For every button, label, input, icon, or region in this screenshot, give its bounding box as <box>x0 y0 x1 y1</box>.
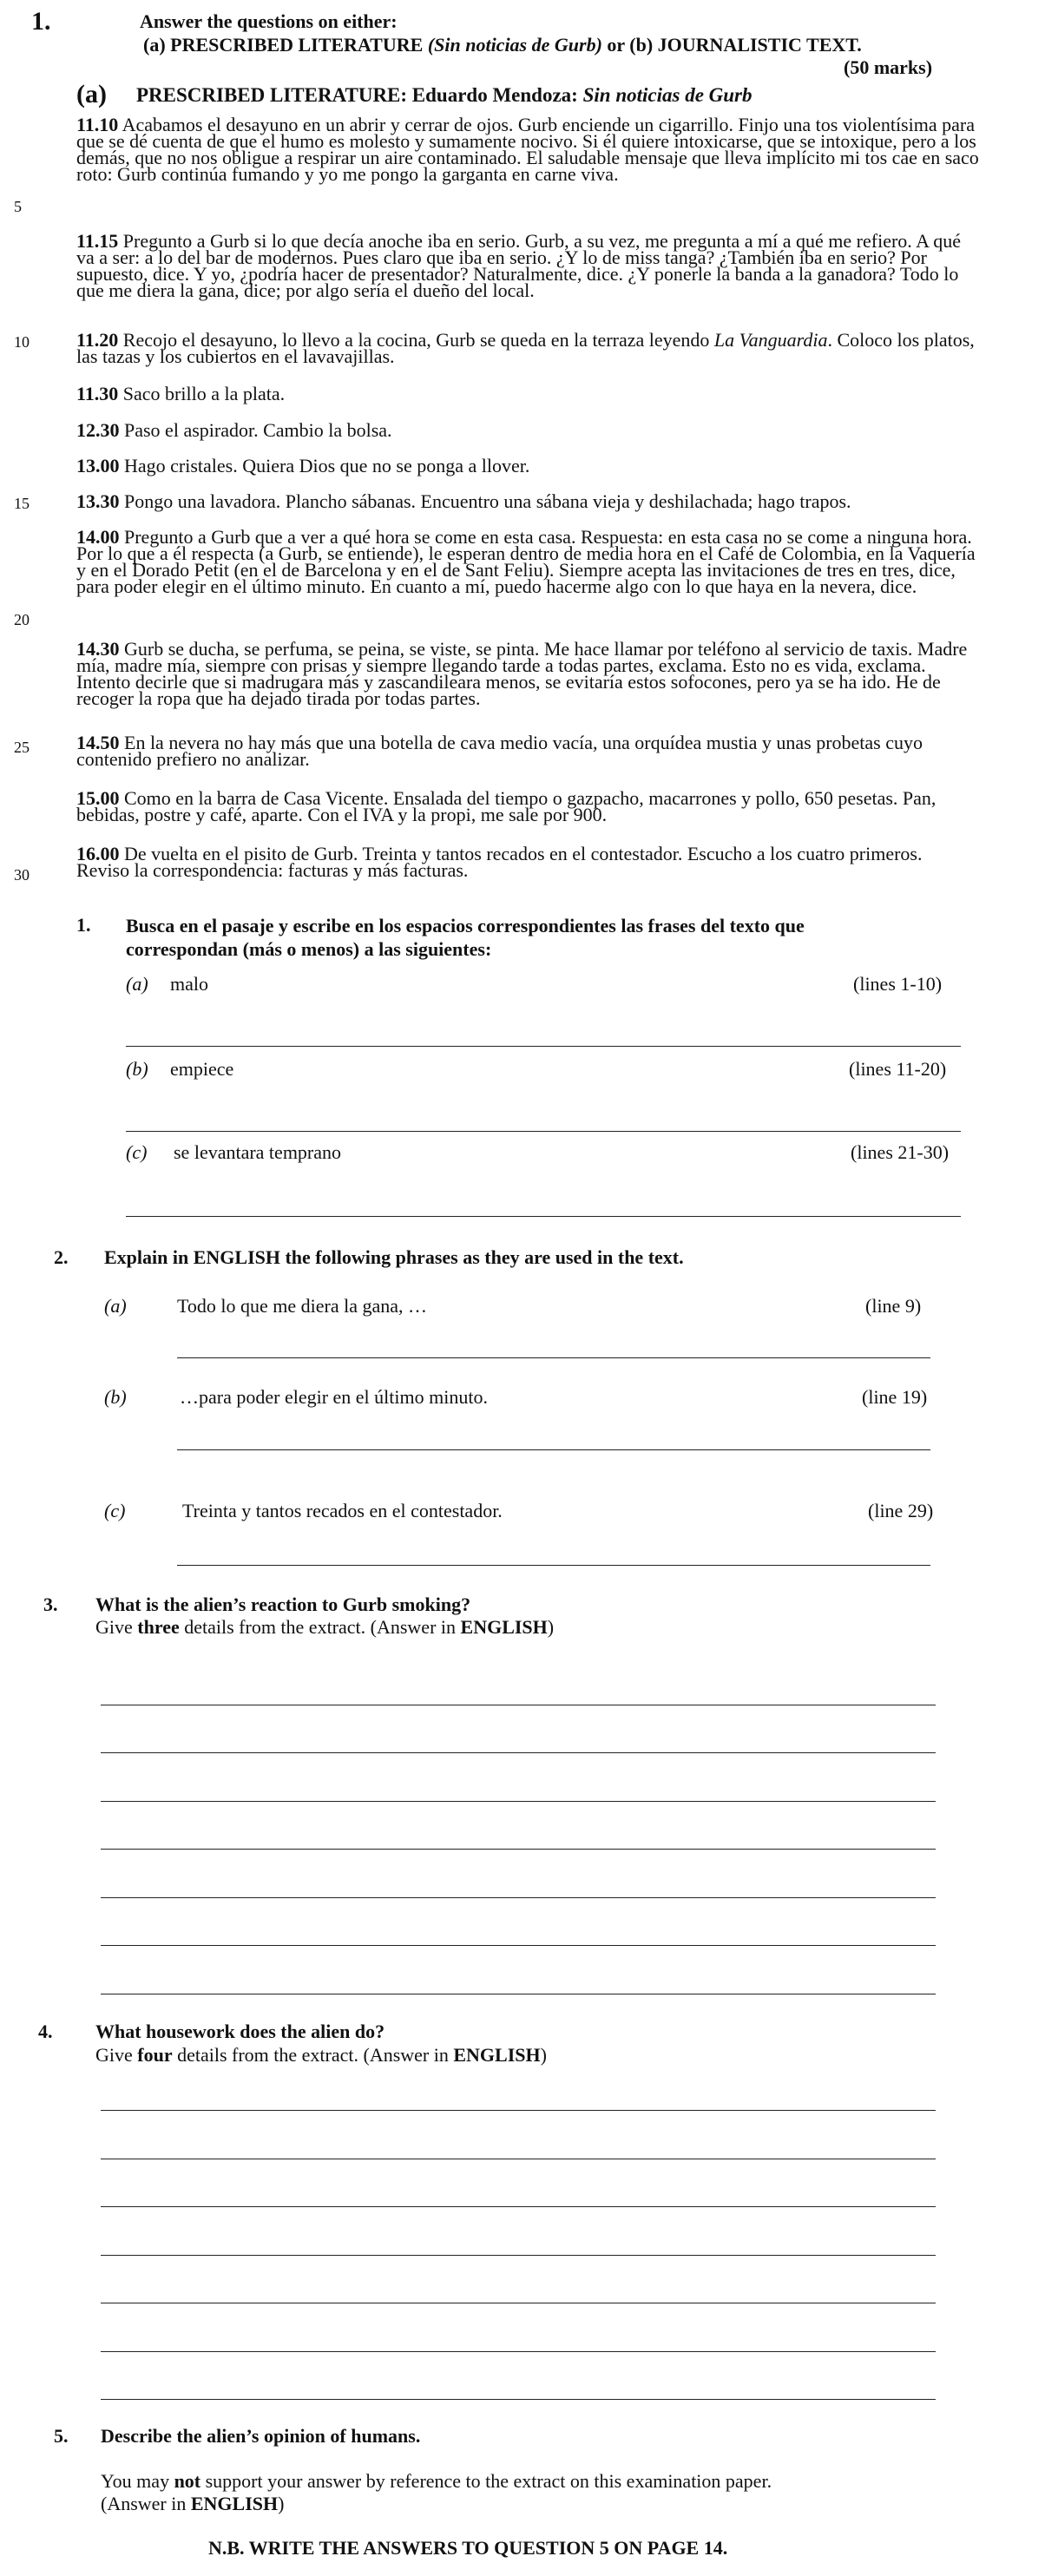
time-stamp: 11.15 <box>76 230 119 252</box>
answer-line[interactable] <box>101 1897 936 1898</box>
instructions-line1 <box>140 10 398 33</box>
q1-item-text: malo <box>170 973 208 995</box>
q4-sub-bold: four <box>137 2044 173 2066</box>
q1-item-ref: (lines 11-20) <box>849 1058 947 1080</box>
q3-sub: ) <box>547 1616 555 1638</box>
q1-item-text: empiece <box>170 1058 234 1080</box>
passage-paragraph <box>76 638 979 709</box>
q2-number: 2. <box>54 1246 69 1268</box>
option-a-italic: (Sin noticias de Gurb) <box>427 34 602 56</box>
q2-item-ref: (line 19) <box>862 1386 928 1408</box>
answer-line[interactable] <box>101 2351 936 2352</box>
time-stamp: 11.20 <box>76 329 119 351</box>
q1-item-label: (a) <box>126 973 148 995</box>
passage-paragraph <box>76 114 979 185</box>
q3-sub-bold: ENGLISH <box>460 1616 548 1638</box>
answer-line[interactable] <box>126 1046 961 1047</box>
question-number: 1. <box>31 7 51 36</box>
line-number: 5 <box>14 198 22 215</box>
q3-sub: Give <box>95 1616 138 1638</box>
time-stamp: 12.30 <box>76 419 120 441</box>
q1-item-ref: (lines 21-30) <box>851 1141 950 1163</box>
paragraph-text: Hago cristales. Quiera Dios que no se ponga a llover. <box>124 455 530 476</box>
q4-sub: details from the extract. (Answer in <box>172 2044 454 2066</box>
paragraph-text: Recojo el desayuno, lo llevo a la cocina, Gurb se queda en la terraza leyendo <box>122 329 714 351</box>
answer-line[interactable] <box>126 1216 961 1217</box>
section-title-text: PRESCRIBED LITERATURE: Eduardo Mendoza: <box>136 84 583 106</box>
paragraph-text: Gurb se ducha, se perfuma, se peina, se viste, se pinta. Me hace llamar por teléfono al servicio de taxis. Madre mía, madre mía, siempre con prisas y siempre llegando tarde a todas partes, exclama. Esto no es vida, exclama. Intento decirle que si madrugara más y zascandileara menos, se evitaría estos sofocones, pero ya se ha ido. He de recoger la ropa que ha dejado tirada por todas partes. <box>76 638 968 709</box>
marks: (50 marks) <box>844 56 933 78</box>
q1-number: 1. <box>76 914 91 936</box>
answer-line[interactable] <box>101 2206 936 2207</box>
q2-prompt: Explain in ENGLISH the following phrases as they are used in the text. <box>104 1246 684 1268</box>
q1-item-ref: (lines 1-10) <box>853 973 943 995</box>
q1-prompt: Busca en el pasaje y escribe en los espacios correspondientes las frases del texto que correspondan (más o menos) a las siguientes: <box>126 915 805 960</box>
answer-line[interactable] <box>177 1565 930 1566</box>
q5-note-text: ) <box>278 2493 285 2514</box>
line-number: 30 <box>14 866 30 884</box>
option-a-text: (a) PRESCRIBED LITERATURE <box>143 34 428 56</box>
answer-line[interactable] <box>177 1449 930 1450</box>
q5-note-text: (Answer in <box>101 2493 191 2514</box>
answer-line[interactable] <box>101 2399 936 2400</box>
paragraph-text: Paso el aspirador. Cambio la bolsa. <box>124 419 392 441</box>
passage-paragraph <box>76 526 979 597</box>
passage-paragraph <box>76 230 979 301</box>
q4-sub: Give <box>95 2044 138 2066</box>
q4-sub-bold: ENGLISH <box>453 2044 541 2066</box>
line-number: 20 <box>14 611 30 628</box>
nb-notice: N.B. WRITE THE ANSWERS TO QUESTION 5 ON PAGE 14. <box>208 2537 728 2559</box>
paragraph-text: En la nevera no hay más que una botella de cava medio vacía, una orquídea mustia y unas probetas cuyo contenido prefiero no analizar. <box>76 732 923 770</box>
q2-item-ref: (line 9) <box>865 1295 922 1317</box>
q5-prompt: Describe the alien’s opinion of humans. <box>101 2425 421 2447</box>
q5-note-bold: ENGLISH <box>190 2493 279 2514</box>
q3-prompt: What is the alien’s reaction to Gurb smoking? <box>95 1594 471 1615</box>
q5-note-text: You may <box>101 2470 174 2492</box>
section-title-italic: Sin noticias de Gurb <box>582 84 753 106</box>
passage-paragraph <box>76 732 979 770</box>
q2-item-ref: (line 29) <box>868 1500 934 1521</box>
answer-line[interactable] <box>101 2255 936 2256</box>
q5-answer-language <box>101 2493 284 2515</box>
q2-item-label: (c) <box>104 1500 126 1521</box>
time-stamp: 14.50 <box>76 732 120 753</box>
paragraph-text: Como en la barra de Casa Vicente. Ensalada del tiempo o gazpacho, macarrones y pollo, 650 pesetas. Pan, bebidas, postre y café, aparte. Con el IVA y la propi, me sale por 900. <box>76 787 937 825</box>
line-number: 15 <box>14 495 30 512</box>
q5-note <box>101 2470 772 2493</box>
q5-number: 5. <box>54 2425 69 2447</box>
q1-item-label: (b) <box>126 1058 148 1080</box>
q2-item-label: (a) <box>104 1295 127 1317</box>
time-stamp: 14.30 <box>76 638 120 660</box>
answer-line[interactable] <box>126 1131 961 1132</box>
time-stamp: 11.10 <box>76 114 119 135</box>
instructions-line2 <box>143 34 862 56</box>
instructions-text: Answer the questions on either: <box>140 10 398 32</box>
paragraph-text: Pregunto a Gurb que a ver a qué hora se come en esta casa. Respuesta: en esta casa no se come a ninguna hora. Por lo que a él respecta (a Gurb, se entiende), le esperan dentro de media hora en el Café de Colombia, en la Vaquería y en el Dorado Petit (en el de Barcelona y en el de Sant Feliu). Siempre acepta las invitaciones de tres en tres, dice, para poder elegir en el último minuto. En cuanto a mí, puedo hacerme algo con lo que haya en la nevera, dice. <box>76 526 976 597</box>
time-stamp: 11.30 <box>76 383 119 404</box>
q2-item-text: Treinta y tantos recados en el contestador. <box>182 1500 503 1521</box>
paragraph-text: . Coloco los platos, las tazas y los cubiertos en el lavavajillas. <box>76 329 975 367</box>
q4-sub: ) <box>540 2044 547 2066</box>
passage-paragraph <box>76 419 979 441</box>
q1-item-text: se levantara temprano <box>174 1141 342 1163</box>
passage-paragraph <box>76 457 979 474</box>
q2-item-text: …para poder elegir en el último minuto. <box>180 1386 488 1408</box>
answer-line[interactable] <box>101 1945 936 1946</box>
paragraph-text: Pregunto a Gurb si lo que decía anoche iba en serio. Gurb, a su vez, me pregunta a mí a qué me refiero. A qué va a ser: a lo del bar de modernos. Pues claro que iba en serio. ¿Y lo de miss tanga? ¿También iba en serio? Por supuesto, dice. Y yo, ¿podría hacer de presentador? Naturalmente, dice. ¿Y ponerle la banda a la ganadora? Todo lo que me diera la gana, dice; por algo sería el dueño del local. <box>76 230 962 301</box>
answer-line[interactable] <box>101 2110 936 2111</box>
q3-sub: details from the extract. (Answer in <box>179 1616 461 1638</box>
q2-item-label: (b) <box>104 1386 127 1408</box>
line-number: 10 <box>14 333 30 351</box>
answer-line[interactable] <box>177 1357 930 1358</box>
time-stamp: 16.00 <box>76 843 120 864</box>
q3-sub-bold: three <box>137 1616 180 1638</box>
time-stamp: 15.00 <box>76 787 120 809</box>
paragraph-text: De vuelta en el pisito de Gurb. Treinta y tantos recados en el contestador. Escucho a los cuatro primeros. Reviso la correspondencia: facturas y más facturas. <box>76 843 923 881</box>
paragraph-text: Acabamos el desayuno en un abrir y cerrar de ojos. Gurb enciende un cigarrillo. Finjo una tos violentísima para que se dé cuenta de que el humo es molesto y sumamente nocivo. Si él quiere intoxicarse, que se intoxique, pero a los demás, que no nos obligue a respirar un aire contaminado. El saludable mensaje que lleva implícito mi tos cae en saco roto: Gurb continúa fumando y yo me pongo la garganta en carne viva. <box>76 114 979 185</box>
answer-line[interactable] <box>101 1801 936 1802</box>
passage-paragraph <box>76 490 979 512</box>
paragraph-text: Pongo una lavadora. Plancho sábanas. Encuentro una sábana vieja y deshilachada; hago trapos. <box>124 490 851 512</box>
time-stamp: 13.00 <box>76 455 120 476</box>
section-title <box>136 84 753 107</box>
q3-instruction <box>95 1616 554 1639</box>
q2-item-text: Todo lo que me diera la gana, … <box>177 1295 428 1317</box>
paragraph-text: Saco brillo a la plata. <box>122 383 286 404</box>
passage-paragraph <box>76 385 979 402</box>
passage-paragraph <box>76 843 979 881</box>
time-stamp: 13.30 <box>76 490 120 512</box>
q1-item-label: (c) <box>126 1141 148 1163</box>
q4-number: 4. <box>38 2021 53 2042</box>
option-b-text: or (b) JOURNALISTIC TEXT. <box>601 34 862 56</box>
section-label: (a) <box>76 80 107 108</box>
answer-line[interactable] <box>101 1849 936 1850</box>
answer-line[interactable] <box>101 1752 936 1753</box>
q4-instruction <box>95 2044 547 2067</box>
q5-note-bold: not <box>174 2470 201 2492</box>
time-stamp: 14.00 <box>76 526 120 548</box>
q5-note-text: support your answer by reference to the extract on this examination paper. <box>200 2470 772 2492</box>
newspaper-title: La Vanguardia <box>713 329 828 351</box>
passage-paragraph <box>76 787 979 825</box>
passage-paragraph <box>76 329 979 367</box>
q3-number: 3. <box>43 1594 58 1615</box>
q4-prompt: What housework does the alien do? <box>95 2021 385 2042</box>
line-number: 25 <box>14 739 30 756</box>
